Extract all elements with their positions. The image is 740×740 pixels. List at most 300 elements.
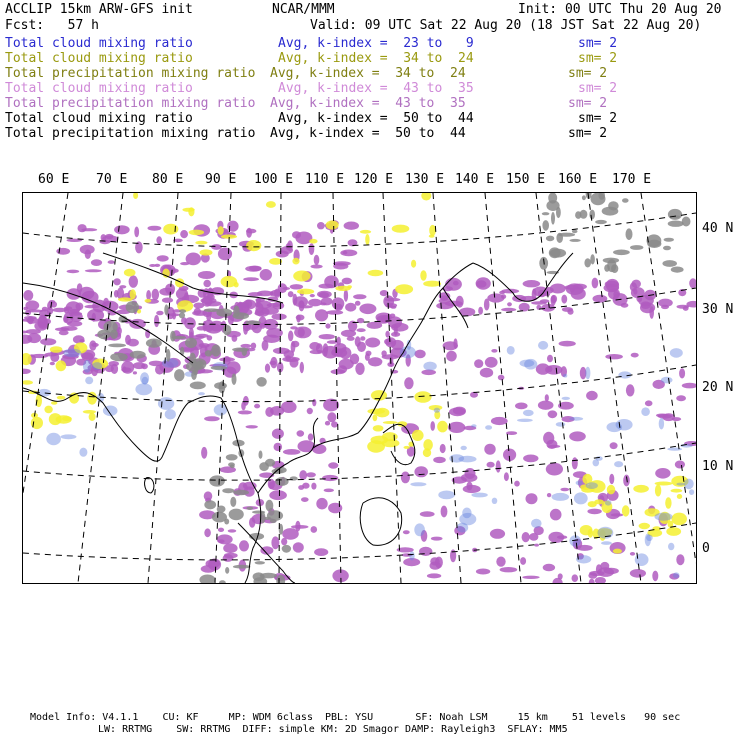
field-blob	[271, 536, 279, 549]
field-blob	[309, 243, 315, 255]
field-blob	[148, 226, 162, 231]
field-blob	[496, 460, 501, 472]
field-blob	[383, 421, 398, 424]
field-blob	[323, 347, 328, 356]
field-blob	[317, 222, 325, 229]
legend-name: Total cloud mixing ratio	[5, 36, 193, 51]
field-blob	[655, 513, 673, 521]
field-blob	[409, 551, 414, 560]
field-blob	[546, 463, 563, 476]
field-blob	[162, 358, 179, 367]
field-blob	[269, 490, 287, 500]
field-blob	[676, 554, 684, 565]
field-blob	[569, 417, 583, 421]
field-blob	[274, 443, 283, 451]
field-blob	[301, 497, 309, 502]
field-blob	[188, 207, 194, 216]
field-blob	[355, 363, 364, 375]
field-blob	[556, 233, 563, 243]
field-blob	[239, 540, 249, 551]
field-blob	[327, 412, 336, 422]
field-blob	[595, 220, 607, 224]
legend-sm: sm= 2	[578, 51, 618, 66]
field-blob	[124, 269, 136, 277]
field-blob	[198, 271, 215, 279]
field-blob	[655, 468, 670, 479]
field-blob	[560, 488, 569, 491]
legend-avg: Avg, k-index = 34 to 24	[278, 51, 474, 66]
lat-label: 40 N	[702, 221, 734, 236]
field-blob	[603, 258, 619, 264]
field-blob	[366, 351, 372, 356]
field-blob	[630, 552, 635, 556]
field-blob	[597, 567, 614, 577]
field-blob	[498, 375, 505, 381]
field-blob	[55, 328, 70, 332]
field-blob	[130, 351, 146, 359]
field-blob	[549, 247, 561, 258]
field-blob	[146, 290, 151, 300]
field-blob	[365, 234, 369, 245]
field-blob	[129, 275, 138, 287]
lat-label: 10 N	[702, 459, 734, 474]
field-blob	[663, 246, 671, 251]
field-blob	[659, 418, 664, 430]
field-blob	[570, 288, 575, 292]
field-blob	[347, 336, 355, 341]
legend-name: Total precipitation mixing ratio	[5, 96, 256, 111]
field-blob	[613, 291, 619, 297]
field-blob	[230, 497, 236, 507]
field-blob	[569, 431, 586, 441]
field-blob	[154, 264, 160, 267]
field-blob	[218, 528, 224, 532]
field-blob	[228, 462, 235, 466]
field-blob	[589, 579, 595, 583]
legend-sm: sm= 2	[568, 96, 608, 111]
field-blob	[476, 569, 490, 575]
field-blob	[225, 567, 229, 574]
field-blob	[478, 307, 483, 315]
field-blob	[80, 245, 95, 254]
legend-sm: sm= 2	[578, 81, 618, 96]
field-blob	[199, 575, 215, 584]
field-blob	[260, 573, 277, 579]
field-blob	[205, 350, 212, 356]
field-blob	[233, 490, 249, 495]
lon-label: 170 E	[612, 172, 652, 187]
field-blob	[79, 339, 84, 343]
field-blob	[403, 530, 410, 534]
valid-time: Valid: 09 UTC Sat 22 Aug 20 (18 JST Sat 22 Aug 20)	[310, 18, 702, 33]
field-blob	[423, 281, 441, 287]
field-blob	[658, 299, 673, 307]
field-blob	[531, 519, 542, 528]
field-blob	[141, 363, 148, 369]
field-blob	[157, 255, 169, 261]
field-blob	[551, 295, 557, 303]
field-blob	[165, 409, 176, 419]
field-blob	[431, 537, 443, 541]
field-blob	[245, 321, 261, 325]
field-blob	[108, 344, 126, 348]
field-blob	[520, 360, 535, 367]
field-blob	[203, 320, 214, 332]
field-blob	[667, 448, 682, 451]
field-blob	[538, 401, 554, 410]
field-blob	[263, 335, 280, 343]
field-blob	[311, 265, 323, 269]
field-blob	[420, 270, 426, 281]
field-blob	[523, 280, 541, 287]
field-blob	[204, 308, 220, 312]
field-blob	[133, 193, 138, 199]
field-blob	[218, 539, 225, 543]
field-blob	[283, 449, 301, 455]
field-blob	[563, 374, 567, 378]
field-blob	[641, 407, 650, 416]
field-blob	[572, 574, 579, 582]
field-blob	[83, 410, 96, 414]
field-blob	[49, 413, 62, 425]
field-blob	[331, 421, 338, 427]
field-blob	[414, 466, 428, 477]
field-blob	[27, 309, 44, 312]
field-blob	[371, 390, 387, 401]
field-blob	[189, 230, 204, 236]
field-blob	[649, 306, 654, 319]
field-blob	[459, 456, 477, 463]
field-blob	[249, 517, 255, 527]
field-blob	[531, 301, 547, 304]
field-blob	[491, 417, 508, 425]
field-blob	[89, 413, 96, 421]
field-blob	[156, 311, 163, 316]
field-blob	[622, 198, 629, 203]
field-blob	[293, 542, 304, 552]
field-blob	[180, 262, 189, 265]
field-blob	[179, 312, 185, 318]
field-blob	[391, 332, 400, 337]
field-blob	[223, 325, 232, 335]
field-blob	[309, 342, 320, 350]
field-blob	[310, 350, 324, 354]
field-blob	[438, 491, 455, 500]
field-blob	[264, 517, 271, 520]
field-blob	[595, 577, 606, 583]
field-blob	[443, 341, 458, 350]
field-blob	[572, 230, 578, 234]
field-blob	[219, 381, 226, 393]
field-blob	[566, 283, 584, 295]
field-blob	[550, 509, 562, 521]
field-blob	[676, 483, 685, 486]
field-blob	[400, 346, 416, 358]
field-blob	[44, 406, 52, 414]
field-blob	[360, 336, 365, 341]
field-blob	[85, 269, 102, 272]
field-blob	[574, 492, 588, 504]
field-blob	[480, 368, 493, 378]
field-blob	[585, 367, 590, 380]
field-blob	[126, 301, 139, 313]
field-blob	[251, 343, 257, 349]
field-blob	[604, 264, 610, 271]
field-blob	[67, 270, 80, 274]
field-blob	[507, 302, 512, 306]
field-blob	[200, 249, 213, 255]
field-blob	[326, 310, 343, 315]
field-blob	[404, 446, 410, 449]
field-blob	[586, 482, 598, 489]
field-blob	[343, 251, 348, 255]
field-blob	[446, 351, 457, 362]
field-blob	[197, 361, 204, 368]
field-blob	[507, 346, 515, 355]
field-blob	[689, 489, 694, 495]
coastline-srilanka	[145, 478, 154, 493]
field-blob	[675, 461, 685, 469]
field-blob	[272, 314, 287, 320]
field-blob	[311, 526, 318, 533]
field-blob	[270, 519, 277, 523]
field-blob	[168, 313, 180, 316]
field-blob	[546, 440, 557, 449]
field-blob	[221, 276, 238, 287]
field-blob	[306, 472, 316, 477]
field-blob	[689, 278, 696, 288]
field-blob	[209, 475, 225, 486]
field-blob	[522, 532, 530, 542]
field-blob	[204, 491, 213, 500]
field-blob	[56, 360, 67, 371]
field-blob	[430, 421, 435, 431]
field-blob	[255, 303, 263, 314]
field-blob	[321, 297, 333, 305]
field-blob	[278, 283, 287, 293]
field-blob	[211, 366, 227, 370]
field-blob	[252, 511, 265, 514]
field-blob	[324, 489, 334, 493]
field-blob	[97, 330, 110, 340]
legend-sm: sm= 2	[578, 111, 618, 126]
field-blob	[559, 341, 576, 347]
field-blob	[420, 511, 435, 517]
field-blob	[272, 429, 284, 439]
field-blob	[254, 404, 260, 409]
field-blob	[119, 285, 126, 288]
coastline-borneo	[360, 498, 401, 546]
field-blob	[547, 493, 551, 497]
field-blob	[298, 440, 316, 452]
field-blob	[375, 408, 389, 418]
field-blob	[668, 221, 684, 227]
field-blob	[501, 289, 519, 294]
field-blob	[679, 368, 685, 378]
legend-avg: Avg, k-index = 23 to 9	[278, 36, 474, 51]
lon-label: 110 E	[305, 172, 345, 187]
field-blob	[492, 498, 498, 504]
field-blob	[561, 295, 567, 304]
field-blob	[522, 576, 539, 579]
field-blob	[434, 408, 440, 413]
field-blob	[389, 356, 393, 367]
field-blob	[266, 500, 274, 512]
field-blob	[158, 397, 174, 410]
field-blob	[545, 394, 549, 401]
field-blob	[484, 299, 490, 311]
field-blob	[666, 527, 681, 536]
field-blob	[166, 349, 170, 362]
field-blob	[135, 383, 152, 395]
field-blob	[140, 372, 149, 384]
legend-name: Total precipitation mixing ratio	[5, 126, 256, 141]
field-blob	[212, 512, 227, 523]
field-blob	[180, 230, 188, 238]
field-blob	[179, 309, 186, 313]
field-blob	[546, 236, 554, 242]
legend-avg: Avg, k-index = 43 to 35	[270, 96, 466, 111]
field-blob	[355, 336, 361, 347]
field-blob	[604, 284, 620, 293]
field-blob	[298, 485, 304, 490]
field-blob	[404, 377, 413, 389]
field-blob	[504, 472, 509, 481]
map-panel	[22, 192, 697, 584]
field-blob	[440, 444, 446, 453]
field-blob	[613, 250, 630, 256]
field-blob	[355, 301, 361, 306]
field-blob	[529, 533, 538, 541]
field-blob	[607, 485, 615, 495]
field-blob	[261, 307, 279, 315]
field-blob	[610, 442, 618, 449]
field-blob	[308, 433, 314, 440]
field-blob	[83, 360, 91, 373]
field-blob	[194, 308, 201, 315]
field-blob	[580, 525, 593, 535]
field-blob	[185, 338, 197, 348]
moisture-fields	[23, 193, 696, 583]
field-blob	[520, 557, 526, 565]
model-info-line1: Model Info: V4.1.1 CU: KF MP: WDM 6class PBL: YSU SF: Noah LSM 15 km 51 levels 90 sec	[30, 712, 681, 723]
field-blob	[299, 470, 307, 480]
field-blob	[296, 315, 305, 321]
field-blob	[211, 345, 221, 357]
field-blob	[576, 481, 583, 486]
field-blob	[118, 297, 133, 301]
field-blob	[282, 545, 291, 553]
field-blob	[121, 367, 131, 372]
field-blob	[605, 500, 612, 506]
field-blob	[217, 534, 233, 544]
field-blob	[315, 309, 328, 321]
field-blob	[326, 220, 339, 229]
field-blob	[392, 225, 410, 233]
field-blob	[275, 477, 288, 486]
field-blob	[572, 457, 578, 469]
field-blob	[91, 343, 99, 347]
field-blob	[453, 407, 466, 415]
lon-label: 150 E	[506, 172, 546, 187]
field-blob	[272, 469, 283, 474]
lon-label: 160 E	[558, 172, 598, 187]
field-blob	[79, 448, 87, 457]
field-blob	[152, 289, 160, 301]
field-blob	[658, 414, 672, 419]
field-blob	[490, 529, 505, 539]
field-blob	[156, 236, 162, 244]
field-blob	[46, 433, 61, 445]
field-blob	[255, 561, 265, 564]
field-blob	[622, 505, 630, 516]
field-blob	[538, 341, 548, 350]
field-blob	[344, 289, 348, 301]
field-blob	[347, 285, 352, 288]
field-blob	[201, 447, 207, 459]
field-blob	[548, 410, 558, 418]
field-blob	[588, 501, 597, 507]
legend-name: Total cloud mixing ratio	[5, 51, 193, 66]
field-blob	[45, 353, 58, 357]
field-blob	[266, 201, 276, 208]
field-blob	[62, 416, 72, 421]
field-blob	[222, 488, 234, 493]
lon-label: 140 E	[455, 172, 495, 187]
field-blob	[295, 521, 300, 532]
map-canvas	[23, 193, 696, 583]
field-blob	[92, 362, 102, 370]
field-blob	[668, 543, 674, 550]
field-blob	[332, 297, 345, 309]
field-blob	[64, 308, 70, 314]
field-blob	[325, 323, 330, 328]
field-blob	[676, 395, 686, 401]
field-blob	[485, 425, 492, 430]
field-blob	[412, 430, 424, 441]
field-blob	[110, 329, 118, 339]
legend-sm: sm= 2	[578, 36, 618, 51]
lon-label: 60 E	[38, 172, 70, 187]
field-blob	[623, 475, 630, 487]
field-blob	[77, 283, 83, 292]
field-blob	[134, 227, 139, 238]
field-blob	[228, 529, 237, 532]
field-blob	[164, 304, 168, 315]
field-blob	[441, 506, 448, 518]
field-blob	[63, 349, 81, 358]
field-blob	[189, 353, 196, 366]
field-blob	[410, 482, 426, 486]
field-blob	[517, 419, 533, 422]
field-blob	[345, 303, 356, 312]
lat-label: 0	[702, 541, 710, 556]
init-time: Init: 00 UTC Thu 20 Aug 20	[518, 2, 722, 17]
field-blob	[219, 580, 226, 583]
field-blob	[647, 234, 662, 247]
field-blob	[333, 263, 348, 270]
field-blob	[319, 334, 335, 339]
field-blob	[162, 298, 173, 303]
field-blob	[246, 240, 261, 251]
field-blob	[227, 221, 238, 232]
field-blob	[154, 315, 159, 327]
field-blob	[677, 305, 690, 309]
field-blob	[423, 448, 431, 457]
field-blob	[471, 493, 487, 498]
field-blob	[276, 251, 289, 258]
field-blob	[61, 434, 77, 439]
